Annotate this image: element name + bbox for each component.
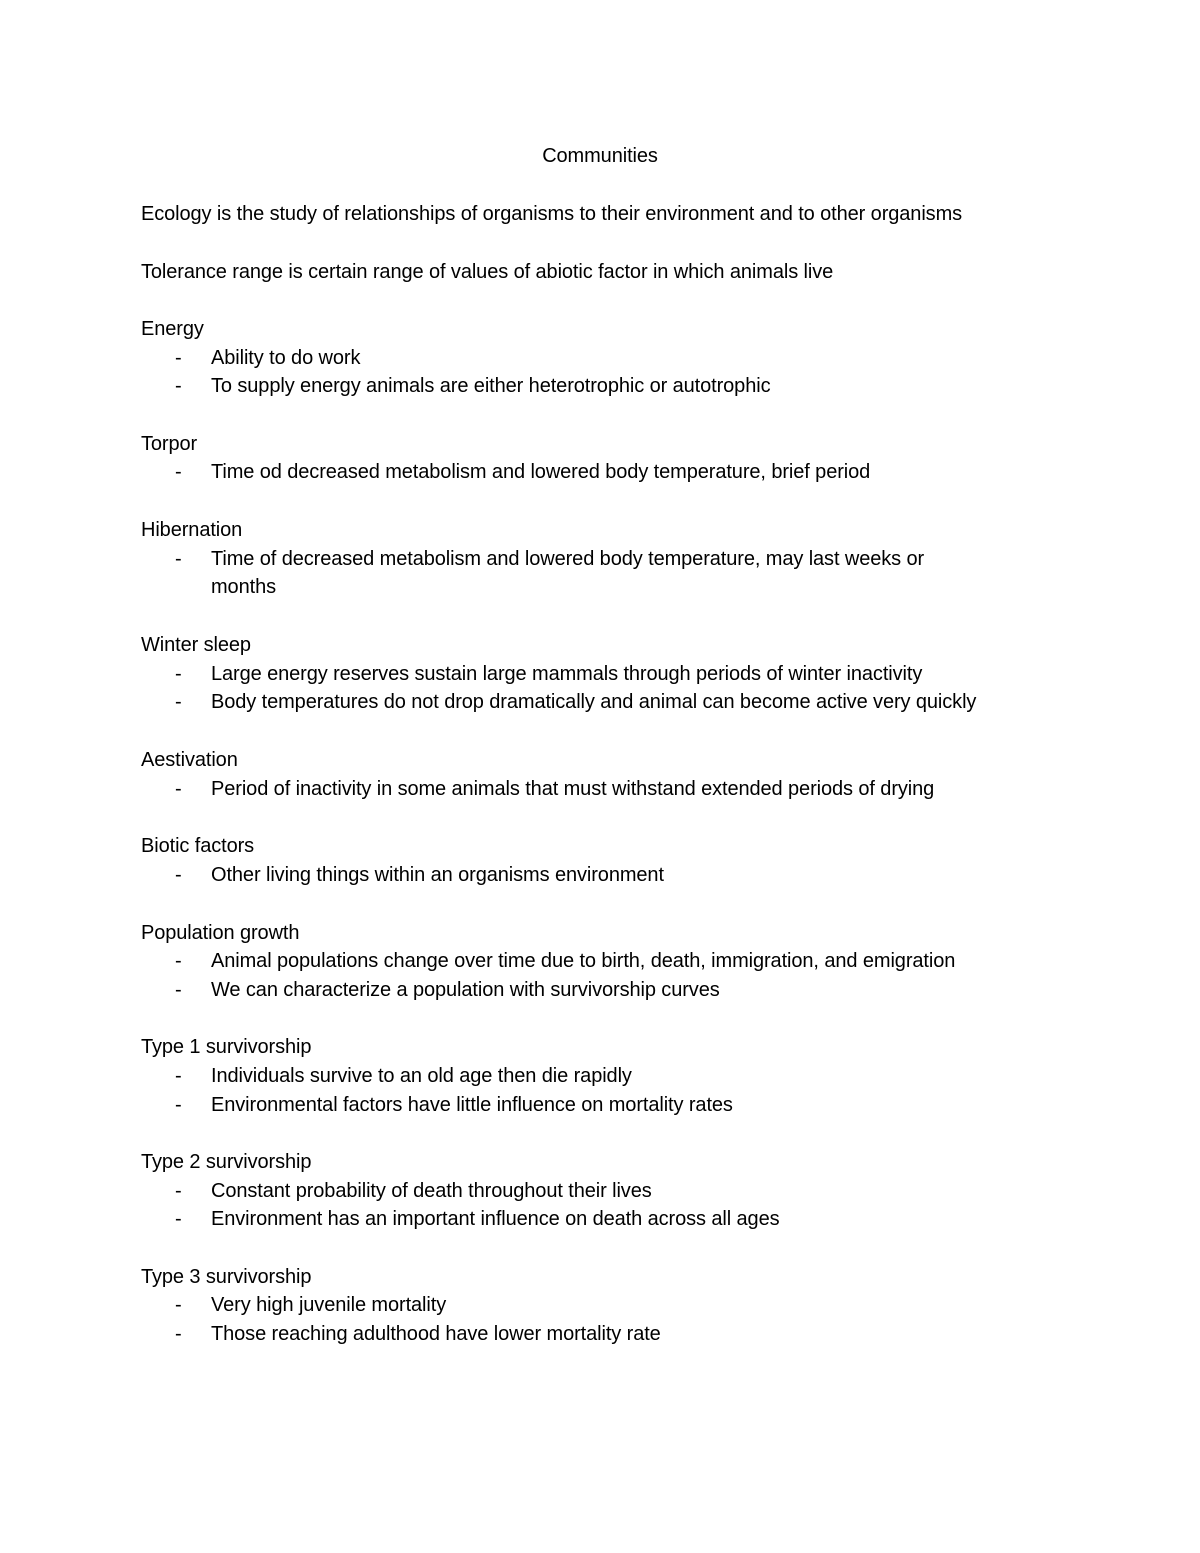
section-heading-biotic-factors: Biotic factors [141, 835, 255, 857]
list-item: To supply energy animals are either heterotrophic or autotrophic [211, 375, 771, 397]
list-item: Large energy reserves sustain large mammals through periods of winter inactivity [211, 663, 923, 685]
bullet-dash: - [175, 950, 182, 972]
bullet-dash: - [175, 1065, 182, 1087]
bullet-dash: - [175, 864, 182, 886]
section-heading-population-growth: Population growth [141, 922, 300, 944]
bullet-dash: - [175, 1323, 182, 1345]
list-item: Time od decreased metabolism and lowered body temperature, brief period [211, 461, 871, 483]
list-item: Period of inactivity in some animals that must withstand extended periods of drying [211, 778, 935, 800]
page-title: Communities [542, 145, 658, 167]
section-heading-hibernation: Hibernation [141, 519, 243, 541]
list-item: Time of decreased metabolism and lowered body temperature, may last weeks or [211, 548, 925, 570]
ecology-definition: Ecology is the study of relationships of organisms to their environment and to other organisms [141, 203, 963, 225]
bullet-dash: - [175, 1294, 182, 1316]
list-item: Animal populations change over time due to birth, death, immigration, and emigration [211, 950, 956, 972]
bullet-dash: - [175, 778, 182, 800]
bullet-dash: - [175, 691, 182, 713]
list-item: Other living things within an organisms environment [211, 864, 664, 886]
list-item: Individuals survive to an old age then die rapidly [211, 1065, 632, 1087]
bullet-dash: - [175, 347, 182, 369]
section-heading-aestivation: Aestivation [141, 749, 238, 771]
list-item: Constant probability of death throughout their lives [211, 1180, 652, 1202]
bullet-dash: - [175, 1180, 182, 1202]
bullet-dash: - [175, 979, 182, 1001]
bullet-dash: - [175, 1208, 182, 1230]
section-heading-type-3: Type 3 survivorship [141, 1266, 312, 1288]
section-heading-torpor: Torpor [141, 433, 198, 455]
list-item: Those reaching adulthood have lower mortality rate [211, 1323, 661, 1345]
tolerance-definition: Tolerance range is certain range of values of abiotic factor in which animals live [141, 261, 834, 283]
bullet-dash: - [175, 375, 182, 397]
list-item: Environment has an important influence on death across all ages [211, 1208, 780, 1230]
list-item: Body temperatures do not drop dramatically and animal can become active very quickly [211, 691, 977, 713]
list-item: Ability to do work [211, 347, 361, 369]
list-item-continuation: months [211, 576, 276, 598]
bullet-dash: - [175, 1094, 182, 1116]
section-heading-winter-sleep: Winter sleep [141, 634, 251, 656]
bullet-dash: - [175, 663, 182, 685]
section-heading-type-1: Type 1 survivorship [141, 1036, 312, 1058]
list-item: We can characterize a population with survivorship curves [211, 979, 720, 1001]
list-item: Very high juvenile mortality [211, 1294, 447, 1316]
section-heading-energy: Energy [141, 318, 204, 340]
bullet-dash: - [175, 548, 182, 570]
section-heading-type-2: Type 2 survivorship [141, 1151, 312, 1173]
list-item: Environmental factors have little influence on mortality rates [211, 1094, 733, 1116]
bullet-dash: - [175, 461, 182, 483]
